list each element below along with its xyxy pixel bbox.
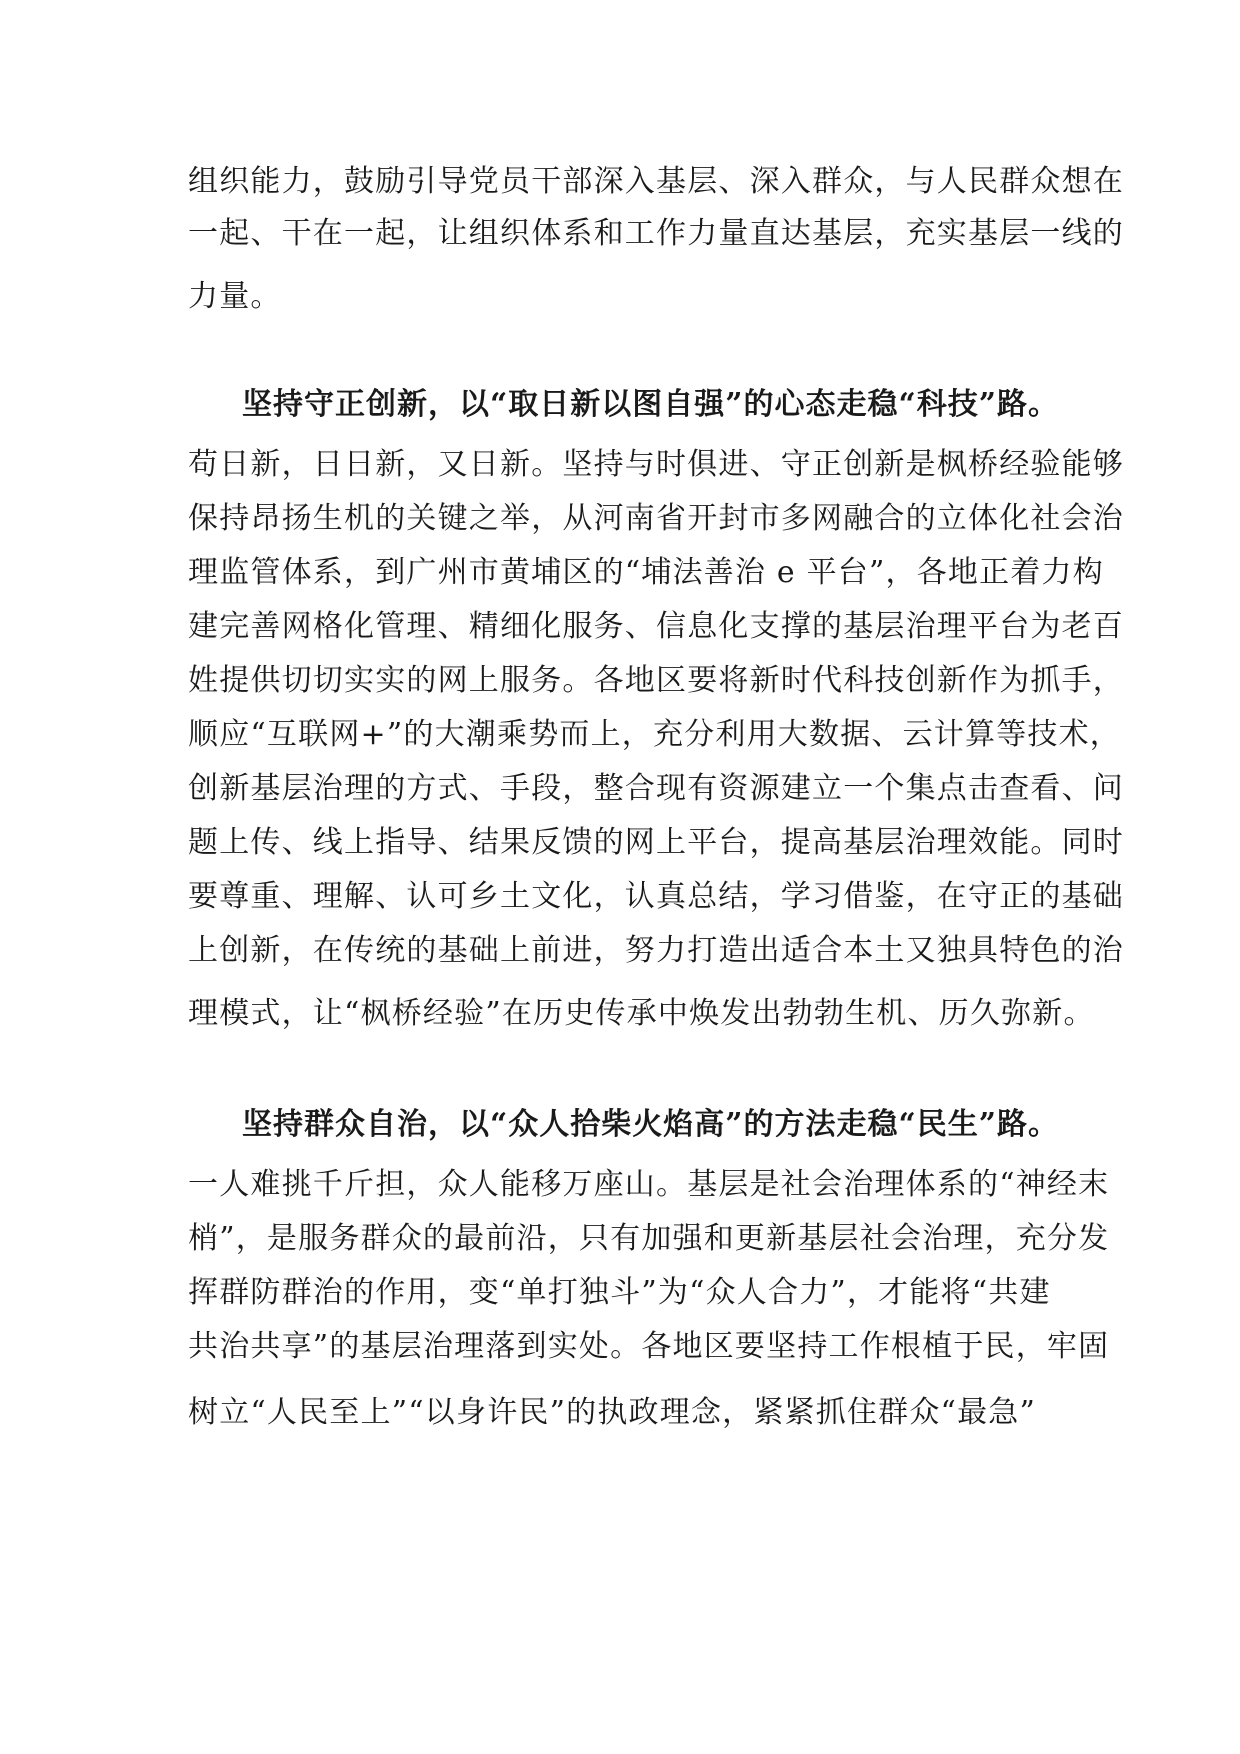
section-heading: 坚持守正创新，以“取日新以图自强”的心态走稳“科技”路。: [242, 387, 1060, 422]
body-line: 梢”，是服务群众的最前沿，只有加强和更新基层社会治理，充分发: [188, 1221, 1110, 1256]
section-heading: 坚持群众自治，以“众人拾柴火焰高”的方法走稳“民生”路。: [242, 1107, 1060, 1142]
body-line: 建完善网格化管理、精细化服务、信息化支撑的基层治理平台为老百: [188, 609, 1124, 644]
body-line: 共治共享”的基层治理落到实处。各地区要坚持工作根植于民，牢固: [188, 1329, 1110, 1364]
body-line: 理模式，让“枫桥经验”在历史传承中焕发出勃勃生机、历久弥新。: [188, 996, 1095, 1031]
body-line: 力量。: [188, 279, 282, 314]
body-line: 挥群防群治的作用，变“单打独斗”为“众人合力”，才能将“共建: [188, 1275, 1051, 1310]
body-line: 理监管体系，到广州市黄埔区的“埔法善治 e 平台”，各地正着力构: [188, 555, 1104, 590]
body-line: 苟日新，日日新，又日新。坚持与时俱进、守正创新是枫桥经验能够: [188, 447, 1124, 482]
body-line: 要尊重、理解、认可乡土文化，认真总结，学习借鉴，在守正的基础: [188, 879, 1124, 914]
body-line: 姓提供切切实实的网上服务。各地区要将新时代科技创新作为抓手，: [188, 663, 1124, 698]
body-line: 组织能力，鼓励引导党员干部深入基层、深入群众，与人民群众想在: [188, 164, 1124, 199]
body-line: 顺应“互联网+”的大潮乘势而上，充分利用大数据、云计算等技术，: [188, 717, 1122, 752]
body-line: 上创新，在传统的基础上前进，努力打造出适合本土又独具特色的治: [188, 933, 1124, 968]
body-line: 保持昂扬生机的关键之举，从河南省开封市多网融合的立体化社会治: [188, 501, 1124, 536]
body-line: 一人难挑千斤担，众人能移万座山。基层是社会治理体系的“神经末: [188, 1167, 1110, 1202]
body-line: 题上传、线上指导、结果反馈的网上平台，提高基层治理效能。同时: [188, 825, 1124, 860]
body-line: 一起、干在一起，让组织体系和工作力量直达基层，充实基层一线的: [188, 216, 1124, 251]
body-line: 创新基层治理的方式、手段，整合现有资源建立一个集点击查看、问: [188, 771, 1124, 806]
body-line: 树立“人民至上”“以身许民”的执政理念，紧紧抓住群众“最急”: [188, 1395, 1037, 1430]
